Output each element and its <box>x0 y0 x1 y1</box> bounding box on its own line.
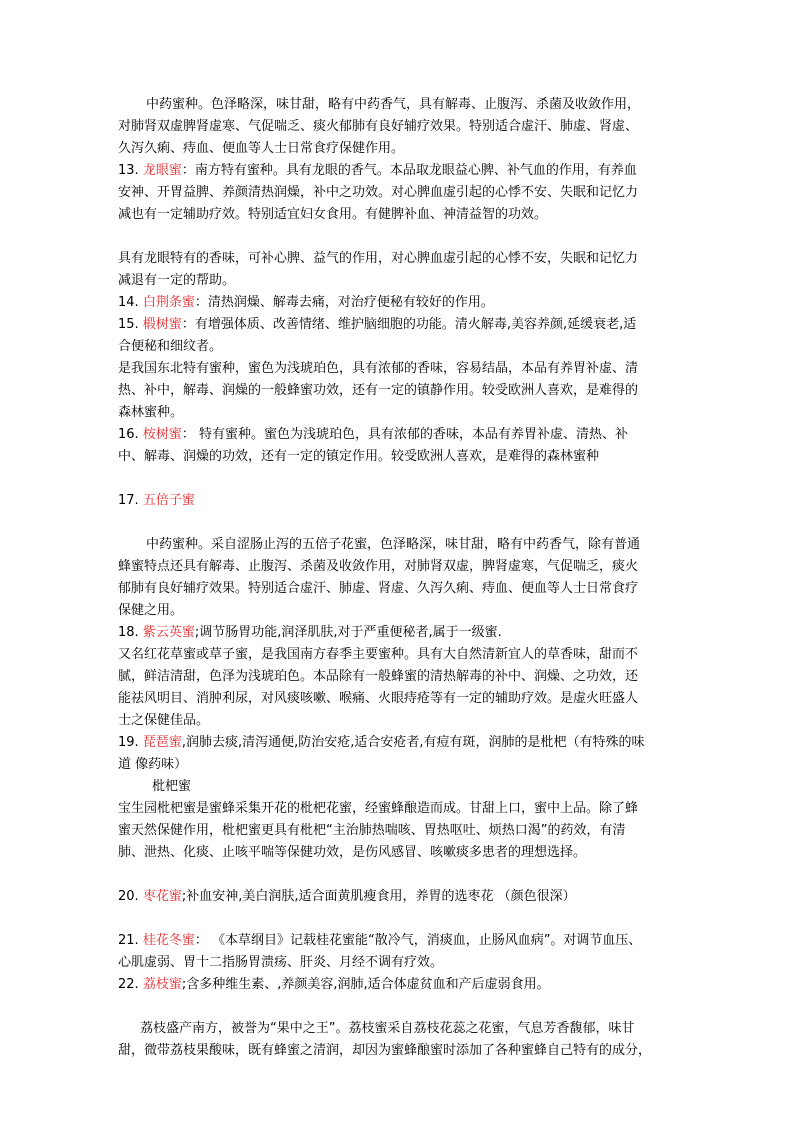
text-line <box>118 710 684 732</box>
entry-number: 20. <box>118 889 143 904</box>
honey-name: 琵琶蜜 <box>142 735 182 750</box>
honey-name: 荔枝蜜 <box>142 977 182 992</box>
text-line <box>118 380 684 402</box>
text-line <box>118 578 684 600</box>
text-line <box>118 358 684 380</box>
line-text: ;含多种维生素、,养颜美容,润肺,适合体虚贫血和产后虚弱食用。 <box>181 977 550 992</box>
text-line <box>118 270 684 292</box>
line-text: 道 像药味） <box>118 757 188 772</box>
line-text: ：清热润燥、解毒去痛，对治疗便秘有较好的作用。 <box>194 295 494 310</box>
document-page <box>118 94 684 1062</box>
text-line <box>118 182 684 204</box>
text-line <box>118 842 684 864</box>
line-text: 宝生园枇杷蜜是蜜蜂采集开花的枇杷花蜜，经蜜蜂酿造而成。甘甜上口，蜜中上品。除了蜂 <box>118 801 639 816</box>
entry-heading <box>118 622 684 644</box>
text-line <box>118 776 684 798</box>
line-text: 枇杷蜜 <box>152 779 192 794</box>
text-line <box>118 1040 684 1062</box>
entry-heading <box>118 292 684 314</box>
line-text: 甜，微带荔枝果酸味，既有蜂蜜之清润，却因为蜜蜂酿蜜时添加了各种蜜蜂自己特有的成分， <box>118 1043 652 1058</box>
entry-heading <box>118 314 684 336</box>
text-line <box>118 94 684 116</box>
entry-number: 18. <box>118 625 143 640</box>
text-line <box>118 556 684 578</box>
line-text: ;调节肠胃功能,润泽肌肤,对于严重便秘者,属于一级蜜. <box>194 625 502 640</box>
entry-heading <box>118 490 684 512</box>
line-text: 中、解毒、润燥的功效，还有一定的镇定作用。较受欧洲人喜欢，是难得的森林蜜种 <box>118 449 600 464</box>
entry-number: 14. <box>118 295 143 310</box>
text-line <box>118 600 684 622</box>
text-line <box>118 402 684 424</box>
honey-name: 白荆条蜜 <box>142 295 195 310</box>
entry-number: 13. <box>118 163 143 178</box>
line-text: 合便秘和细纹者。 <box>118 339 223 354</box>
line-text: 荔枝盛产南方，被誉为“果中之王”。荔枝蜜采自荔枝花蕊之花蜜，气息芳香馥郁，味甘 <box>140 1021 635 1036</box>
text-line <box>118 666 684 688</box>
line-text: ;补血安神,美白润肤,适合面黄肌瘦食用，养胃的选枣花 （颜色很深） <box>181 889 576 904</box>
text-line <box>118 688 684 710</box>
line-text: 心肌虚弱、胃十二指肠胃溃疡、肝炎、月经不调有疗效。 <box>118 955 444 970</box>
line-text: 热、补中，解毒、润燥的一般蜂蜜功效，还有一定的镇静作用。较受欧洲人喜欢，是难得的 <box>118 383 639 398</box>
line-text: 士之保健佳品。 <box>118 713 210 728</box>
line-text: 中药蜜种。色泽略深，味甘甜，略有中药香气，具有解毒、止腹泻、杀菌及收敛作用， <box>146 97 641 112</box>
entry-number: 16. <box>118 427 143 442</box>
line-text: ：南方特有蜜种。具有龙眼的香气。本品取龙眼益心脾、补气血的作用，有养血 <box>181 163 637 178</box>
entry-number: 21. <box>118 933 143 948</box>
entry-heading <box>118 930 684 952</box>
text-line <box>118 820 684 842</box>
entry-number: 15. <box>118 317 143 332</box>
text-line <box>118 248 684 270</box>
text-line <box>118 116 684 138</box>
line-text: ： 《本草纲目》记载桂花蜜能“散冷气，消痰血，止肠风血病”。对调节血压、 <box>194 933 642 948</box>
line-text: ：有增强体质、改善情绪、维护脑细胞的功能。清火解毒,美容养颜,延缓衰老,适 <box>181 317 637 332</box>
entry-heading <box>118 160 684 182</box>
text-line <box>118 336 684 358</box>
honey-name: 紫云英蜜 <box>142 625 195 640</box>
text-line <box>118 644 684 666</box>
text-line <box>118 952 684 974</box>
line-text: 森林蜜种。 <box>118 405 184 420</box>
entry-heading <box>118 732 684 754</box>
line-text: 腻，鲜洁清甜，色泽为浅琥珀色。本品除有一般蜂蜜的清热解毒的补中、润燥、之功效，还 <box>118 669 639 684</box>
honey-name: 枣花蜜 <box>142 889 182 904</box>
text-line <box>118 446 684 468</box>
honey-name: 桂花冬蜜 <box>142 933 195 948</box>
blank-line <box>118 996 684 1018</box>
text-line <box>118 138 684 160</box>
line-text: 保健之用。 <box>118 603 184 618</box>
honey-name: 龙眼蜜 <box>142 163 182 178</box>
honey-name: 桉树蜜 <box>142 427 182 442</box>
text-line <box>118 754 684 776</box>
text-line <box>118 534 684 556</box>
blank-line <box>118 908 684 930</box>
blank-line <box>118 468 684 490</box>
line-text: 减也有一定辅助疗效。特别适宜妇女食用。有健脾补血、神清益智的功效。 <box>118 207 548 222</box>
entry-number: 17. <box>118 493 143 508</box>
line-text: 肺、泄热、化痰、止咳平喘等保健功效，是伤风感冒、咳嗽痰多患者的理想选择。 <box>118 845 587 860</box>
entry-number: 22. <box>118 977 143 992</box>
line-text: 减退有一定的帮助。 <box>118 273 236 288</box>
entry-heading <box>118 424 684 446</box>
line-text: 蜂蜜特点还具有解毒、止腹泻、杀菌及收敛作用，对肺肾双虚，脾肾虚寒，气促喘乏，痰火 <box>118 559 639 574</box>
line-text: 又名红花草蜜或草子蜜，是我国南方春季主要蜜种。具有大自然清新宜人的草香味，甜而不 <box>118 647 639 662</box>
line-text: 久泻久痢、痔血、便血等人士日常食疗保健作用。 <box>118 141 405 156</box>
text-line <box>118 1018 684 1040</box>
honey-name: 五倍子蜜 <box>142 493 195 508</box>
line-text: 蜜天然保健作用，枇杷蜜更具有枇杷“主治肺热喘咳、胃热呕吐、烦热口渴”的药效，有清 <box>118 823 626 838</box>
honey-name: 椴树蜜 <box>142 317 182 332</box>
blank-line <box>118 864 684 886</box>
blank-line <box>118 226 684 248</box>
text-line <box>118 798 684 820</box>
entry-heading <box>118 974 684 996</box>
line-text: 中药蜜种。采自涩肠止泻的五倍子花蜜，色泽略深，味甘甜，略有中药香气，除有普通 <box>146 537 641 552</box>
line-text: 是我国东北特有蜜种，蜜色为浅琥珀色，具有浓郁的香味，容易结晶，本品有养胃补虚、清 <box>118 361 639 376</box>
line-text: ： 特有蜜种。蜜色为浅琥珀色，具有浓郁的香味，本品有养胃补虚、清热、补 <box>181 427 628 442</box>
line-text: 安神、开胃益脾、养颜清热润燥，补中之功效。对心脾血虚引起的心悸不安、失眠和记忆力 <box>118 185 639 200</box>
blank-line <box>118 512 684 534</box>
line-text: ,润肺去痰,清泻通便,防治安疮,适合安疮者,有痘有斑，润肺的是枇杷（有特殊的味 <box>181 735 645 750</box>
line-text: 郁肺有良好辅疗效果。特别适合虚汗、肺虚、肾虚、久泻久痢、痔血、便血等人士日常食疗 <box>118 581 639 596</box>
line-text: 能祛风明目、消肿利尿，对风痰咳嗽、喉痛、火眼痔疮等有一定的辅助疗效。是虚火旺盛人 <box>118 691 639 706</box>
entry-number: 19. <box>118 735 143 750</box>
text-line <box>118 204 684 226</box>
entry-heading <box>118 886 684 908</box>
line-text: 具有龙眼特有的香味，可补心脾、益气的作用，对心脾血虚引起的心悸不安，失眠和记忆力 <box>118 251 639 266</box>
line-text: 对肺肾双虚脾肾虚寒、气促喘乏、痰火郁肺有良好辅疗效果。特别适合虚汗、肺虚、肾虚、 <box>118 119 639 134</box>
